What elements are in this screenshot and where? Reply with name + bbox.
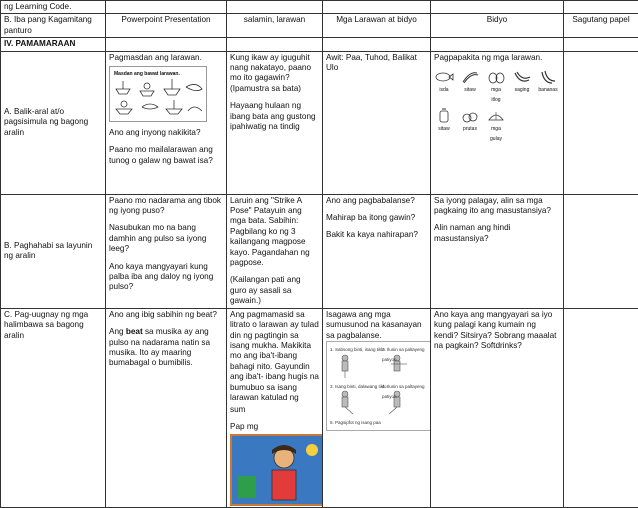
child-drawing-image [230, 434, 323, 506]
material-cell: Bidyo [431, 14, 564, 38]
food-item: bananas [538, 69, 558, 106]
table-row [1, 38, 638, 51]
boats-illustration: Masdan ang bawat larawan. [109, 66, 207, 122]
table-row [1, 1, 638, 14]
food-item: sitaw [460, 69, 480, 106]
row-label: B. Paghahabi sa layunin ng aralin [1, 194, 106, 308]
food-illustrations [434, 69, 564, 145]
material-cell: Sagutang papel [564, 14, 638, 38]
beat-definition: Ang beat sa musika ay ang pulso na nadarama natin sa musika. Ito ay maaring bumabagal o bumibilis. [109, 327, 223, 369]
cell: Sa iyong palagay, alin sa mga pagkaing ito ang masustansiya? Alin naman ang hindi masustansiya? [431, 194, 564, 308]
material-cell: Mga Larawan at bidyo [323, 14, 431, 38]
food-item: mga gulay [486, 108, 506, 145]
cell: Paano mo nadarama ang tibok ng iyong puso? Nasubukan mo na bang damhin ang pulso sa iyong leeg? Ano kaya mangyayari kung palba iba ang daloy ng iyong pulso? [106, 194, 227, 308]
learning-code-cell: ng Learning Code. [1, 1, 106, 14]
row-label: A. Balik-aral at/o pagsisimula ng bagong aralin [1, 51, 106, 194]
food-item: isda [434, 69, 454, 106]
balance-exercises-image: 1. Sabsong binti, isang tiklo 2. Ilunin sa paltayeng patiyon 3. Isang binti, dalawang tiklo 4. Ilunin sa paltayeng patiyon 5. Pagsipfot ng isang paa [326, 341, 431, 431]
row-label: C. Pag-uugnay ng mga halimbawa sa bagong aralin [1, 308, 106, 507]
food-item: mga itlog [486, 69, 506, 106]
cell: Ano ang ibig sabihin ng beat? Ang beat sa musika ay ang pulso na nadarama natin sa musika. Ito ay maaring bumabagal o bumibilis. [106, 308, 227, 507]
row-label: B. Iba pang Kagamitang panturo [1, 14, 106, 38]
cell: Pagpapakita ng mga larawan. isda sitaw mga itlog saging bananas sitaw prutas mga gulay [431, 51, 564, 194]
material-cell: Powerpoint Presentation [106, 14, 227, 38]
table-row [1, 14, 638, 38]
cell: Pagmasdan ang larawan. Masdan ang bawat larawan. Ano ang inyong nakikita? Paano mo mailalarawan ang tunog o galaw ng bawat isa? [106, 51, 227, 194]
table-row [1, 194, 638, 308]
table-row [1, 51, 638, 194]
cell: Ang pagmamasid sa litrato o larawan ay tulad din ng pagtingin sa isang mukha. Makikita mo ang iba't-ibang bahagi nito. Gayundin ang iba't- ibang hugis na bumubuo sa isang larawan katulad ng sum Pap mg [227, 308, 323, 507]
material-cell: salamin, larawan [227, 14, 323, 38]
section-heading: IV. PAMAMARAAN [1, 38, 106, 51]
cell: Ano kaya ang mangyayari sa iyo kung palagi kang kumain ng kendi? Sitsirya? Sobrang maaalat na pagkain? Softdrinks? [431, 308, 564, 507]
food-item: sitaw [434, 108, 454, 145]
table-row [1, 308, 638, 507]
cell: Laruin ang "Strike A Pose" Patayuin ang mga bata. Sabihin: Pagbilang ko ng 3 kailangang magpose kayo. Pagandahan ng pagpose. (Kailangan pati ang guro ay sasali sa gawain.) [227, 194, 323, 308]
cell: Awit: Paa, Tuhod, Balikat Ulo [323, 51, 431, 194]
food-item: saging [512, 69, 532, 106]
cell: Ano ang pagbabalanse? Mahirap ba itong gawin? Bakit ka kaya nahirapan? [323, 194, 431, 308]
cell: Kung ikaw ay iguguhit nang nakatayo, paano mo ito gagawin? (Ipamustra sa bata) Hayaang hulaan ng ibang bata ang gustong ipahiwatig na tindig [227, 51, 323, 194]
cell: Isagawa ang mga sumusunod na kasanayan sa pagbalanse. 1. Sabsong binti, isang tiklo 2. Ilunin sa paltayeng patiyon 3. Isang binti, dalawang tiklo 4. Ilunin sa paltayeng patiyon 5. Pagsipfot ng isang paa [323, 308, 431, 507]
food-item: prutas [460, 108, 480, 145]
